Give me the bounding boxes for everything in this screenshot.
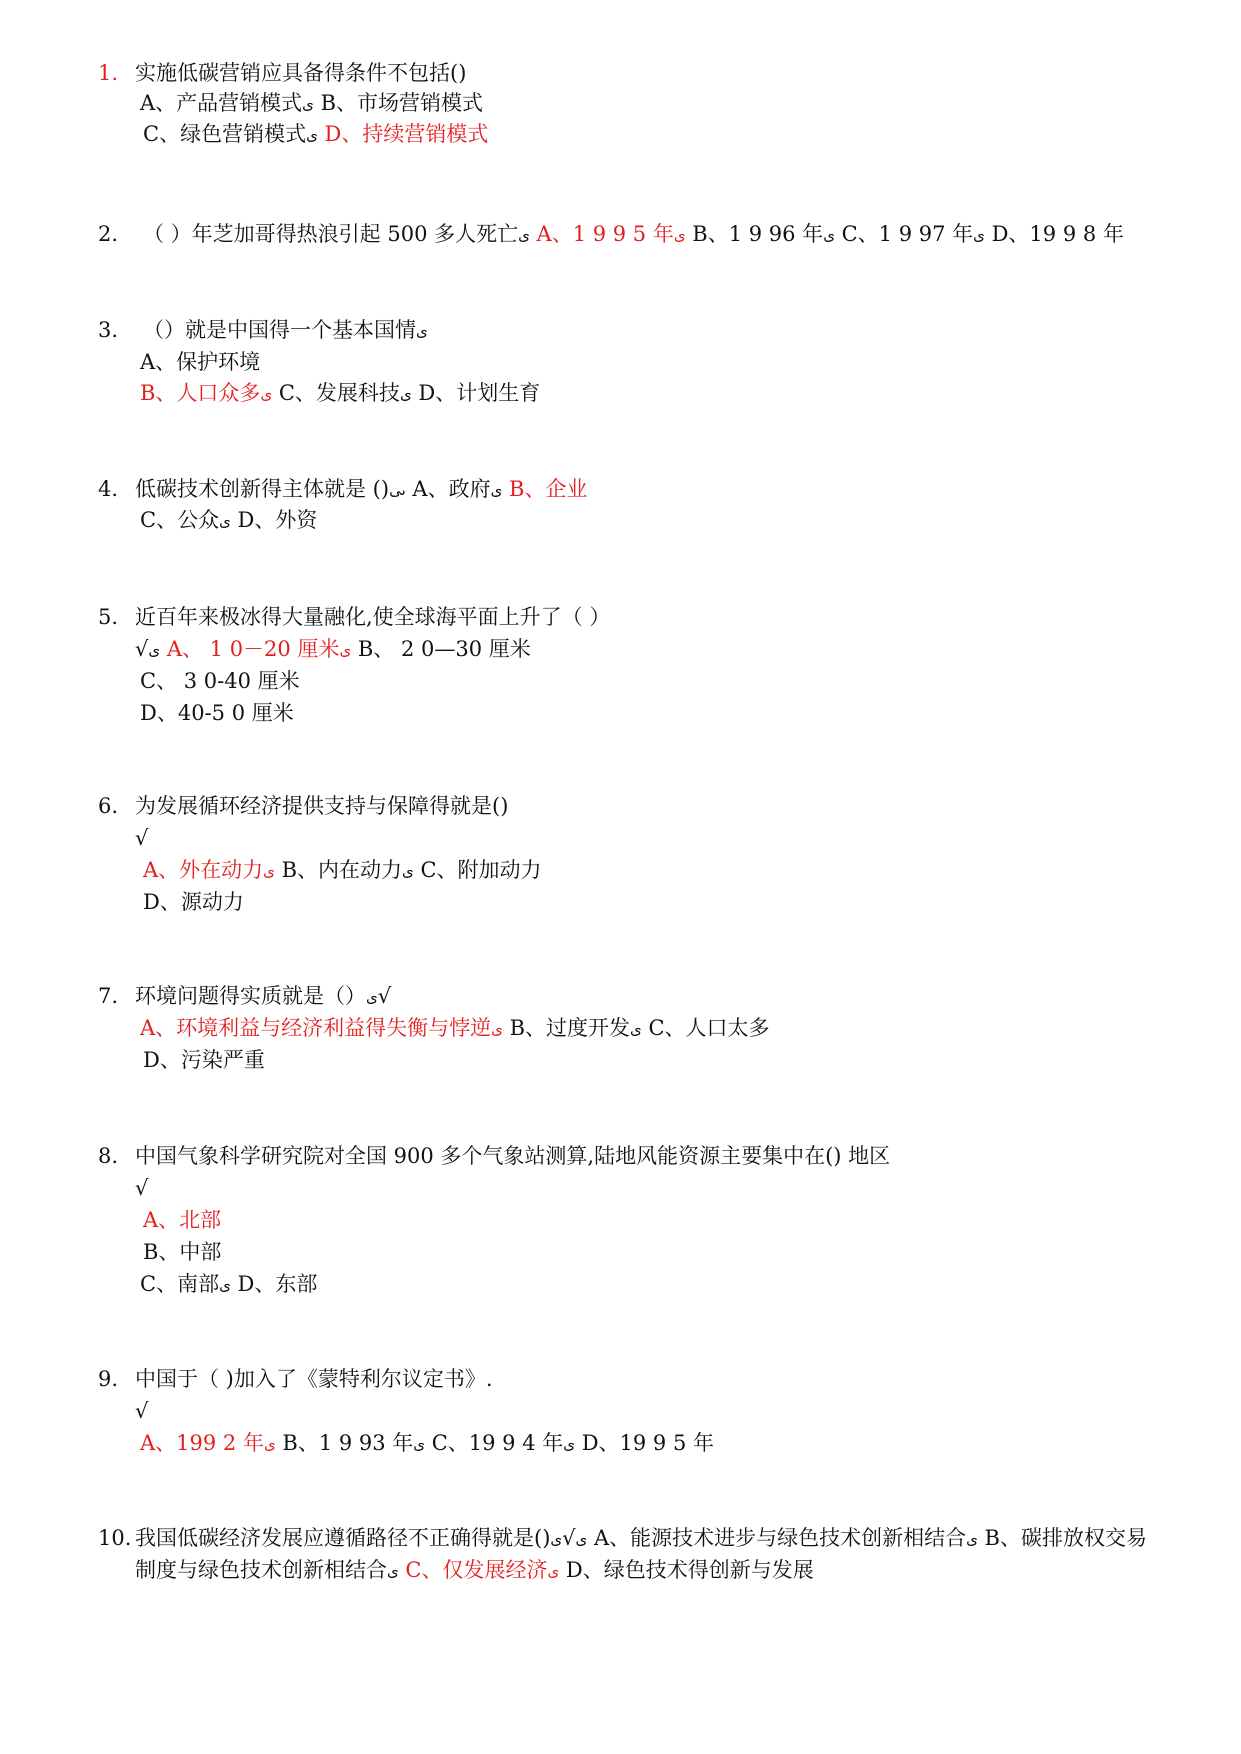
option-line: [135, 634, 531, 666]
question-number: 5.: [98, 605, 119, 629]
text-run: 中国气象科学研究院对全国 900 多个气象站测算,陆地风能资源主要集中在() 地区: [135, 1144, 891, 1168]
option-d: D、污染严重: [143, 1048, 265, 1072]
question-stem: [135, 791, 508, 821]
option-c: C、绿色营销模式: [143, 122, 307, 146]
option-d: D、源动力: [143, 890, 244, 914]
question-stem: [143, 315, 428, 347]
separator-mark: ى: [219, 1276, 231, 1294]
option-c: C、发展科技: [272, 381, 400, 405]
separator-mark: ى: [306, 126, 318, 144]
option-d: D、绿色技术得创新与发展: [559, 1558, 814, 1582]
separator-mark: ى: [219, 512, 231, 530]
separator-mark: ى: [387, 1562, 399, 1580]
check-line: [135, 1173, 148, 1203]
question-number: 9.: [98, 1367, 119, 1391]
check-mark: √: [135, 637, 149, 661]
text-run: 中国于（ )加入了《蒙特利尔议定书》.: [135, 1367, 493, 1391]
option-a: A、产品营销模式: [140, 91, 303, 115]
option-c: C、1 9 97 年: [834, 222, 974, 246]
option-b: B、 2 0—30 厘米: [351, 637, 531, 661]
separator-mark: ى: [402, 862, 414, 880]
option-line: [143, 1045, 265, 1075]
question-stem: [135, 1364, 493, 1394]
separator-mark: ى: [260, 385, 273, 403]
question-stem: [135, 474, 587, 506]
option-a-answer: A、199 2 年: [140, 1431, 264, 1455]
separator-mark: ى: [518, 226, 530, 244]
separator-mark: ى: [399, 385, 412, 403]
option-b-answer: B、企业: [502, 477, 588, 501]
option-line: [143, 887, 244, 917]
separator-mark: ى: [630, 1020, 642, 1038]
option-d: D、40-5 0 厘米: [140, 701, 294, 725]
option-line: [143, 1237, 221, 1267]
option-b: B、过度开发: [502, 1016, 631, 1040]
separator-mark: ى: [547, 1562, 560, 1580]
option-line: [143, 119, 488, 151]
option-c: C、公众: [140, 508, 220, 532]
text-run: 为发展循环经济提供支持与保障得就是(): [135, 794, 509, 818]
separator-mark: ىى: [389, 481, 406, 499]
option-line: [143, 855, 542, 887]
option-line: [140, 505, 317, 537]
question-number: 8.: [98, 1144, 119, 1168]
check-line: [135, 823, 148, 853]
option-a-answer: A、1 9 9 5 年: [529, 222, 674, 246]
option-d: D、19 9 8 年: [984, 222, 1124, 246]
question-stem: [135, 981, 391, 1013]
question-stem: [135, 1141, 890, 1171]
question-number: 10.: [98, 1526, 132, 1550]
question-number: 4.: [98, 477, 119, 501]
option-a-answer: A、环境利益与经济利益得失衡与悖逆: [140, 1016, 492, 1040]
option-a: A、保护环境: [140, 350, 261, 374]
text-run: （ ）年芝加哥得热浪引起 500 多人死亡: [143, 222, 519, 246]
text-run: 实施低碳营销应具备得条件不包括(): [135, 61, 467, 85]
option-b: B、市场营销模式: [313, 91, 484, 115]
question-stem: [135, 602, 610, 632]
option-d: D、计划生育: [411, 381, 541, 405]
option-line: [140, 1013, 770, 1045]
text-run: 低碳技术创新得主体就是 (): [135, 477, 390, 501]
check-line: [135, 1396, 148, 1426]
separator-mark: ى: [575, 1530, 588, 1548]
check-mark: √: [135, 1176, 149, 1200]
separator-mark: ى: [550, 1530, 563, 1548]
option-line: [140, 1269, 317, 1301]
option-b: B、1 9 96 年: [685, 222, 824, 246]
separator-mark: ى: [302, 95, 314, 113]
option-c: C、人口太多: [641, 1016, 770, 1040]
option-d: D、外资: [230, 508, 318, 532]
separator-mark: ى: [966, 1530, 978, 1548]
option-c: C、南部: [140, 1272, 220, 1296]
option-d: D、东部: [230, 1272, 318, 1296]
option-line: [143, 1205, 221, 1235]
question-stem: [135, 58, 466, 88]
option-c-answer: C、仅发展经济: [398, 1558, 548, 1582]
option-b: B、碳排放权交易: [977, 1526, 1147, 1550]
separator-mark: ى: [263, 1435, 276, 1453]
option-a-answer: A、外在动力: [143, 858, 264, 882]
separator-mark: ى: [973, 226, 985, 244]
option-c: C、 3 0-40 厘米: [140, 669, 300, 693]
text-run: 制度与绿色技术创新相结合: [135, 1558, 387, 1582]
option-line: [135, 1555, 814, 1587]
question-number: 7.: [98, 984, 119, 1008]
separator-mark: ى: [416, 322, 428, 340]
question-number: 1.: [98, 61, 119, 85]
separator-mark: ى: [148, 641, 161, 659]
option-line: [140, 88, 483, 120]
text-run: 环境问题得实质就是（）: [135, 984, 366, 1008]
separator-mark: ى: [491, 1020, 503, 1038]
option-b-answer: B、人口众多: [140, 381, 261, 405]
separator-mark: ى: [490, 481, 503, 499]
question-stem: [135, 1523, 1147, 1555]
check-mark: √: [135, 1399, 149, 1423]
separator-mark: ى: [413, 1435, 426, 1453]
option-line: [140, 347, 260, 377]
question-number: 3.: [98, 318, 119, 342]
option-line: [140, 1428, 714, 1460]
option-line: [140, 378, 540, 410]
option-line: [140, 666, 300, 696]
text-run: 近百年来极冰得大量融化,使全球海平面上升了（ ）: [135, 605, 611, 629]
option-b: B、内在动力: [274, 858, 403, 882]
separator-mark: ى: [366, 988, 378, 1006]
option-d: D、19 9 5 年: [575, 1431, 714, 1455]
separator-mark: ى: [263, 862, 275, 880]
check-mark: √: [562, 1526, 576, 1550]
text-run: （）就是中国得一个基本国情: [143, 318, 416, 342]
option-a: A、政府: [405, 477, 491, 501]
separator-mark: ى: [563, 1435, 576, 1453]
separator-mark: ى: [339, 641, 352, 659]
option-line: [140, 698, 294, 728]
option-c: C、附加动力: [413, 858, 542, 882]
option-a-answer: A、北部: [143, 1208, 222, 1232]
check-mark: √: [135, 826, 149, 850]
text-run: 我国低碳经济发展应遵循路径不正确得就是(): [135, 1526, 551, 1550]
question-stem: [143, 219, 1124, 251]
separator-mark: ى: [823, 226, 835, 244]
question-number: 6.: [98, 794, 119, 818]
option-b: B、1 9 93 年: [275, 1431, 414, 1455]
option-c: C、19 9 4 年: [425, 1431, 564, 1455]
option-d-answer: D、持续营销模式: [317, 122, 489, 146]
question-number: 2.: [98, 222, 119, 246]
separator-mark: ى: [673, 226, 686, 244]
check-mark: √: [377, 984, 392, 1008]
option-a-answer: A、 1 0－20 厘米: [160, 637, 340, 661]
option-a: A、能源技术进步与绿色技术创新相结合: [587, 1526, 967, 1550]
option-b: B、中部: [143, 1240, 222, 1264]
